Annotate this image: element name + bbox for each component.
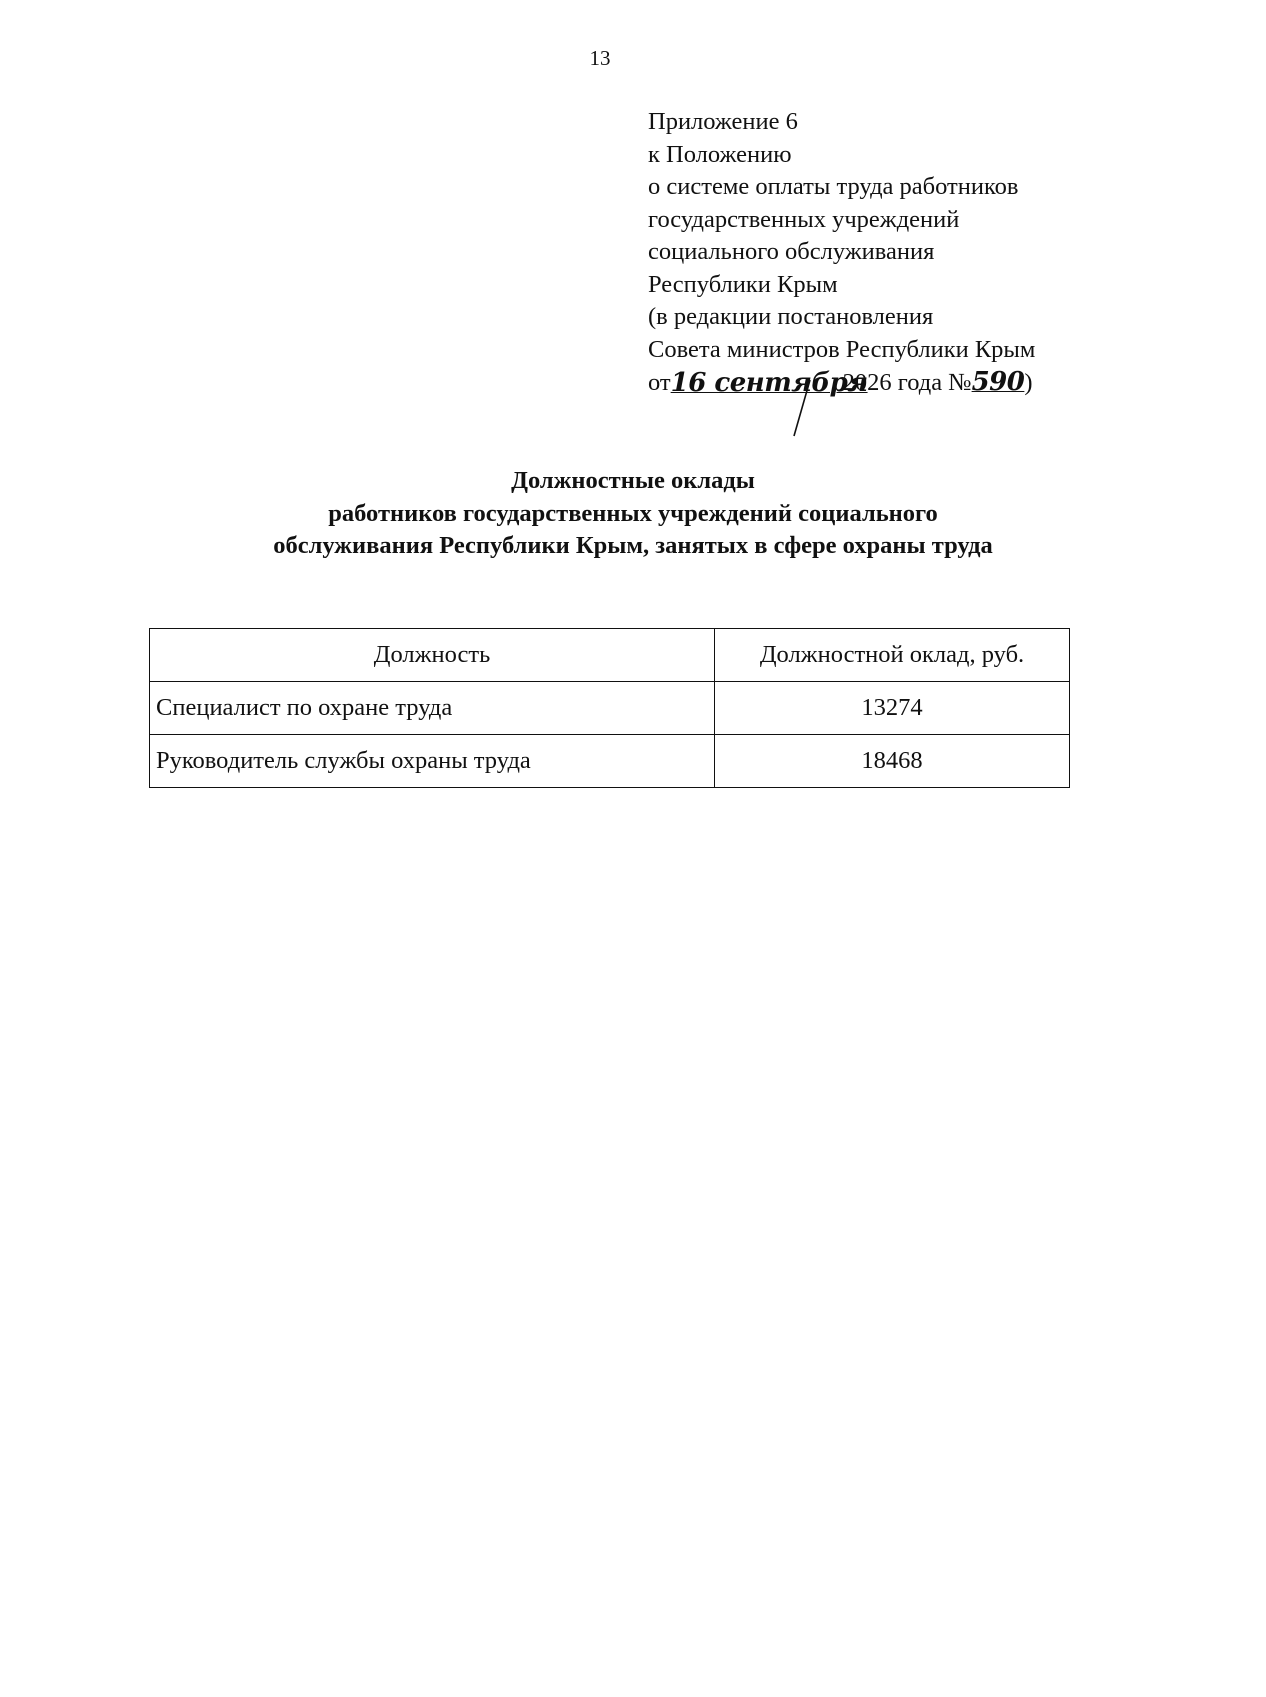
appendix-line: Республики Крым — [648, 270, 838, 298]
title-line: Должностные оклады — [511, 467, 755, 494]
date-prefix: от — [648, 369, 671, 396]
page-number: 13 — [589, 46, 611, 70]
title-line: обслуживания Республики Крым, занятых в сфере охраны труда — [273, 532, 993, 559]
handwritten-number: 590 — [971, 367, 1025, 397]
appendix-line: Совета министров Республики Крым — [648, 335, 1036, 363]
header-salary: Должностной оклад, руб. — [715, 629, 1070, 682]
appendix-block — [648, 106, 1188, 400]
appendix-line: к Положению — [648, 140, 792, 168]
table-row — [150, 735, 1070, 788]
table-row — [150, 682, 1070, 735]
header-position: Должность — [150, 629, 715, 682]
title-line: работников государственных учреждений социального — [328, 499, 938, 527]
appendix-date-line — [648, 366, 1188, 400]
cell-position: Руководитель службы охраны труда — [150, 735, 715, 788]
salary-table — [149, 628, 1070, 788]
appendix-line: государственных учреждений — [648, 205, 960, 233]
cell-salary: 13274 — [715, 682, 1070, 735]
table-header-row — [150, 629, 1070, 682]
signature-stroke — [788, 378, 828, 438]
appendix-line: (в редакции постановления — [648, 303, 934, 330]
appendix-line: Приложение 6 — [648, 108, 798, 135]
date-suffix: ) — [1024, 369, 1033, 396]
appendix-line: социального обслуживания — [648, 238, 935, 265]
year-text: 2026 года № — [842, 369, 972, 396]
cell-position: Специалист по охране труда — [150, 682, 715, 735]
cell-salary: 18468 — [715, 735, 1070, 788]
document-title — [0, 465, 1266, 563]
handwritten-date: 16 сентября — [670, 368, 868, 398]
appendix-line: о системе оплаты труда работников — [648, 173, 1019, 200]
